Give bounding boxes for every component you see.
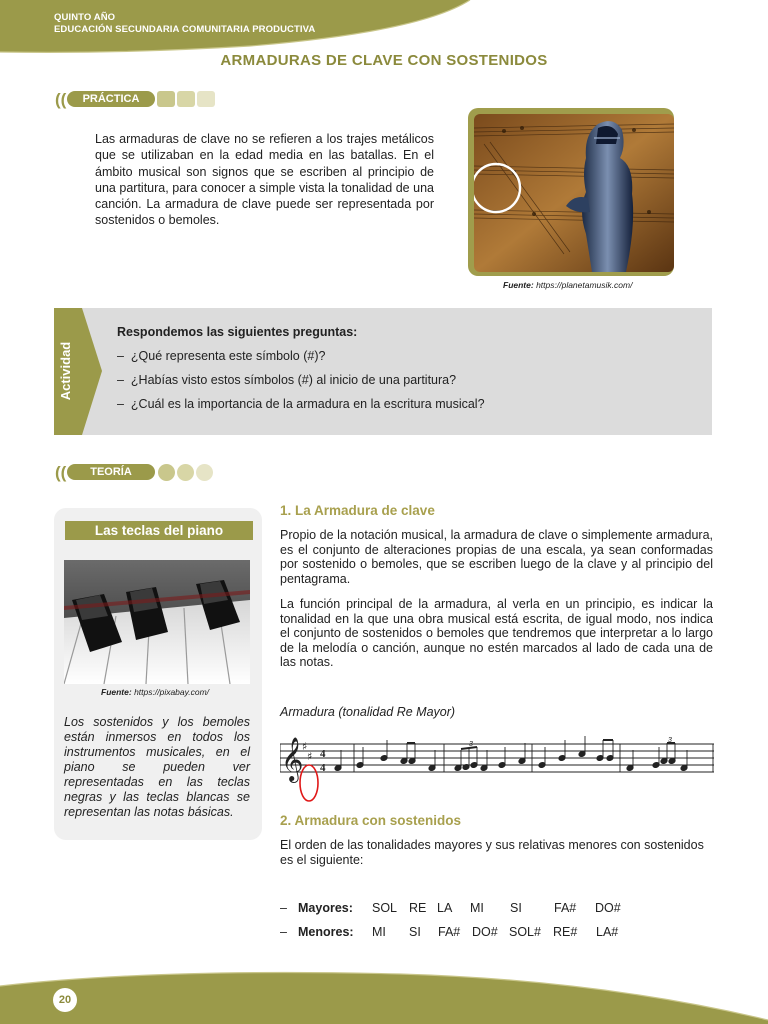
sharp-icon: ♯ xyxy=(307,750,313,763)
teoria-label: TEORÍA xyxy=(67,464,155,480)
paren-icon: (( xyxy=(55,463,67,482)
header-line-1: QUINTO AÑO xyxy=(54,12,116,23)
key-name: LA# xyxy=(596,925,619,939)
tag-square xyxy=(157,91,175,107)
piano-image-source xyxy=(101,687,209,697)
activity-heading: Respondemos las siguientes preguntas: xyxy=(117,325,358,339)
mayores-label: Mayores: xyxy=(298,901,353,915)
question-text: ¿Cuál es la importancia de la armadura en la escritura musical? xyxy=(130,397,485,411)
key-name: SOL xyxy=(372,901,398,915)
header-text xyxy=(54,12,315,36)
section2-intro: El orden de las tonalidades mayores y sus relativas menores con sostenidos es el siguiente: xyxy=(280,838,704,867)
list-dash: – xyxy=(280,901,287,915)
time-signature-bottom: 4 xyxy=(320,762,326,774)
activity-question xyxy=(117,372,456,388)
key-name: LA xyxy=(437,901,453,915)
source-link[interactable]: https://pixabay.com/ xyxy=(134,687,210,697)
menores-label: Menores: xyxy=(298,925,354,939)
activity-question xyxy=(117,348,325,364)
music-score xyxy=(280,730,716,806)
knight-image-source xyxy=(503,280,632,290)
tag-square xyxy=(197,91,215,107)
page-title: ARMADURAS DE CLAVE CON SOSTENIDOS xyxy=(220,52,548,69)
activity-question xyxy=(117,396,485,412)
knight-image xyxy=(474,114,674,272)
key-name: MI xyxy=(372,925,386,939)
piano-image xyxy=(64,560,250,684)
practica-paragraph: Las armaduras de clave no se refieren a los trajes metálicos que se utilizaban en la edad media en las batallas. En el ámbito musical son signos que se escriben al principio de una partitura, para conocer a simple vista la tonalidad de una canción. La armadura de clave puede ser representada por sostenidos o bemoles. xyxy=(95,132,434,228)
key-name: DO# xyxy=(472,925,498,939)
time-signature-top: 4 xyxy=(320,748,326,760)
treble-clef-icon: 𝄞 xyxy=(281,737,304,781)
sharp-icon: ♯ xyxy=(302,740,308,753)
activity-label: Actividad xyxy=(58,341,73,401)
tag-dot xyxy=(196,464,213,481)
score-notes xyxy=(334,736,688,772)
section2-heading: 2. Armadura con sostenidos xyxy=(280,813,462,828)
key-name: DO# xyxy=(595,901,621,915)
list-dash: – xyxy=(117,373,124,387)
key-name: SI xyxy=(510,901,522,915)
triplet-mark: 3 xyxy=(469,741,473,748)
key-name: RE# xyxy=(553,925,578,939)
question-text: ¿Qué representa este símbolo (#)? xyxy=(130,349,326,363)
tag-square xyxy=(177,91,195,107)
source-label: Fuente: xyxy=(503,280,534,290)
key-name: SI xyxy=(409,925,421,939)
practica-label: PRÁCTICA xyxy=(67,91,155,107)
key-name: FA# xyxy=(438,925,461,939)
question-text: ¿Habías visto estos símbolos (#) al inicio de una partitura? xyxy=(130,373,457,387)
list-dash: – xyxy=(117,397,124,411)
list-dash: – xyxy=(280,925,287,939)
triplet-mark: 3 xyxy=(668,737,672,744)
menores-row xyxy=(280,925,287,939)
sidebar-text: Los sostenidos y los bemoles están inmersos en todos los instrumentos musicales, en el piano se pueden ver representadas en las teclas negras y las teclas blancas se representan las notas básicas. xyxy=(64,715,250,819)
source-label: Fuente: xyxy=(101,687,132,697)
key-signature-highlight xyxy=(300,765,318,801)
header-line-2: EDUCACIÓN SECUNDARIA COMUNITARIA PRODUCTIVA xyxy=(54,24,316,35)
page-number: 20 xyxy=(53,988,77,1012)
section1-paragraph-1: Propio de la notación musical, la armadura de clave o simplemente armadura, es el conjunto de alteraciones propias de una escala, ya sean conformadas por sostenido o bemoles, que se escriben luego de la clave y al principio del pentagrama. xyxy=(280,528,713,586)
section1-heading: 1. La Armadura de clave xyxy=(280,503,435,518)
list-dash: – xyxy=(117,349,124,363)
score-caption: Armadura (tonalidad Re Mayor) xyxy=(280,705,456,719)
key-name: RE xyxy=(409,901,427,915)
paren-icon: (( xyxy=(55,90,67,109)
key-name: FA# xyxy=(554,901,577,915)
tag-dot xyxy=(158,464,175,481)
tag-dot xyxy=(177,464,194,481)
key-name: MI xyxy=(470,901,484,915)
footer-band xyxy=(0,960,768,1024)
key-name: SOL# xyxy=(509,925,541,939)
sidebar-title: Las teclas del piano xyxy=(65,521,253,540)
source-link[interactable]: https://planetamusik.com/ xyxy=(536,280,633,290)
mayores-row xyxy=(280,901,287,915)
section1-paragraph-2: La función principal de la armadura, al verla en un principio, es indicar la tonalidad en la que una obra musical está escrita, de igual modo, nos indica el conjunto de sostenidos o bemoles que tendremos que interpretar a lo largo de la melodía o canción, aunque no estén marcados al lado de cada una de las notas. xyxy=(280,597,713,670)
